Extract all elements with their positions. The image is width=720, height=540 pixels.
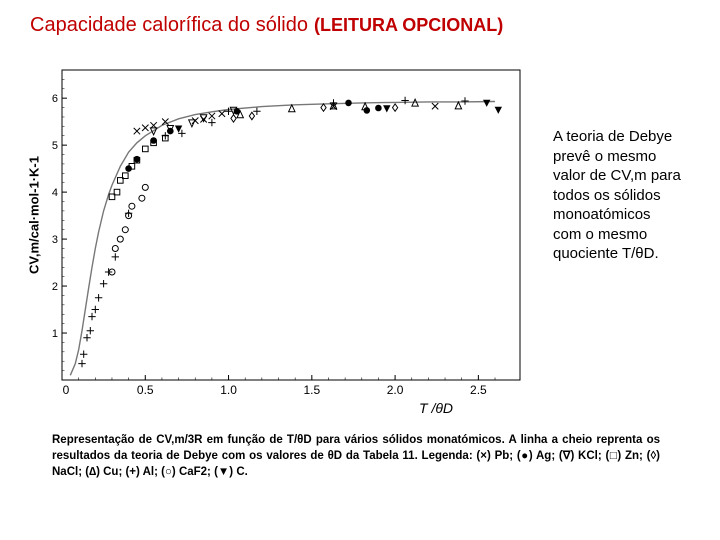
data-point-plus <box>461 97 468 104</box>
data-point-nabla <box>200 115 206 122</box>
debye-curve-layer <box>70 102 495 376</box>
x-axis-label: T /θD <box>419 400 454 416</box>
data-point-circle <box>122 227 128 233</box>
x-tick-label: 1.5 <box>303 383 321 397</box>
plot-frame <box>62 70 520 380</box>
x-tick-label: 2.0 <box>386 383 404 397</box>
data-point-dot <box>375 105 382 112</box>
side-note: A teoria de Debye prevê o mesmo valor de CV,m para todos os sólidos monoatómicos com o mesmo quociente T/θD. <box>553 128 681 262</box>
data-point-x <box>432 103 438 109</box>
y-tick-label: 2 <box>51 281 58 294</box>
x-tick-label: 2.5 <box>470 383 487 397</box>
data-point-triangle <box>289 105 295 112</box>
data-point-plus <box>253 108 260 115</box>
data-point-circle <box>142 184 148 190</box>
data-point-diamond <box>249 112 254 119</box>
data-point-x <box>142 125 148 131</box>
data-point-diamond <box>231 115 236 122</box>
data-point-circle <box>117 236 123 242</box>
data-point-x <box>134 128 140 134</box>
data-point-down <box>483 100 490 107</box>
data-point-triangle <box>455 102 461 109</box>
chart-axes <box>52 70 520 397</box>
data-point-plus <box>87 327 94 334</box>
y-tick-label: 5 <box>51 140 58 153</box>
y-tick-label: 4 <box>51 187 58 200</box>
data-point-plus <box>78 360 85 367</box>
data-point-x <box>219 111 225 117</box>
caption-line-2: Legenda: (×) Pb; (●) Ag; (∇) KCl; (□) Zn; (◊) NaCl; (∆) Cu; (+) Al; (○) CaF2; (▼) C. <box>52 450 664 478</box>
data-point-dot <box>125 165 132 172</box>
scatter-chart <box>50 60 530 400</box>
data-point-plus <box>92 306 99 313</box>
data-point-down <box>383 105 390 112</box>
title-tag: (LEITURA OPCIONAL) <box>313 15 504 35</box>
y-tick-label: 3 <box>51 234 58 247</box>
x-tick-label: 1.0 <box>220 383 237 397</box>
data-point-x <box>209 113 215 119</box>
data-point-plus <box>88 313 95 320</box>
data-point-dot <box>345 100 352 107</box>
data-point-plus <box>100 280 107 287</box>
data-point-circle <box>139 195 145 201</box>
page-title <box>30 14 503 37</box>
title-main: Capacidade calorífica do sólido <box>30 14 308 36</box>
data-point-down <box>495 107 502 114</box>
data-point-diamond <box>393 104 398 111</box>
y-axis-label: CV,m/cal·mol-1·K-1 <box>26 156 42 274</box>
data-point-plus <box>80 351 87 358</box>
data-point-plus <box>112 253 119 260</box>
data-point-plus <box>330 99 337 106</box>
data-point-plus <box>401 97 408 104</box>
data-point-down <box>175 126 182 133</box>
y-axis-label-wrap <box>24 150 44 280</box>
debye-curve <box>70 102 495 376</box>
data-points-layer <box>78 97 502 368</box>
y-tick-label: 6 <box>51 93 58 106</box>
x-tick-label: 0.5 <box>136 383 154 397</box>
data-point-dot <box>364 107 371 114</box>
data-point-diamond <box>321 104 326 111</box>
y-tick-label: 1 <box>51 328 58 341</box>
data-point-plus <box>208 119 215 126</box>
data-point-square <box>143 146 149 152</box>
data-point-plus <box>95 294 102 301</box>
caption-line-1: Representação de CV,m/3R em função de T/θD para vários sólidos monatómicos. A linha a cheio reprenta os resultados da teoria de Debye com os valores de θD da Tabela 11. <box>52 434 664 462</box>
data-point-plus <box>83 334 90 341</box>
x-tick-label: 0 <box>62 383 70 397</box>
data-point-circle <box>112 246 118 252</box>
figure-caption <box>52 432 664 480</box>
data-point-circle <box>129 203 135 209</box>
